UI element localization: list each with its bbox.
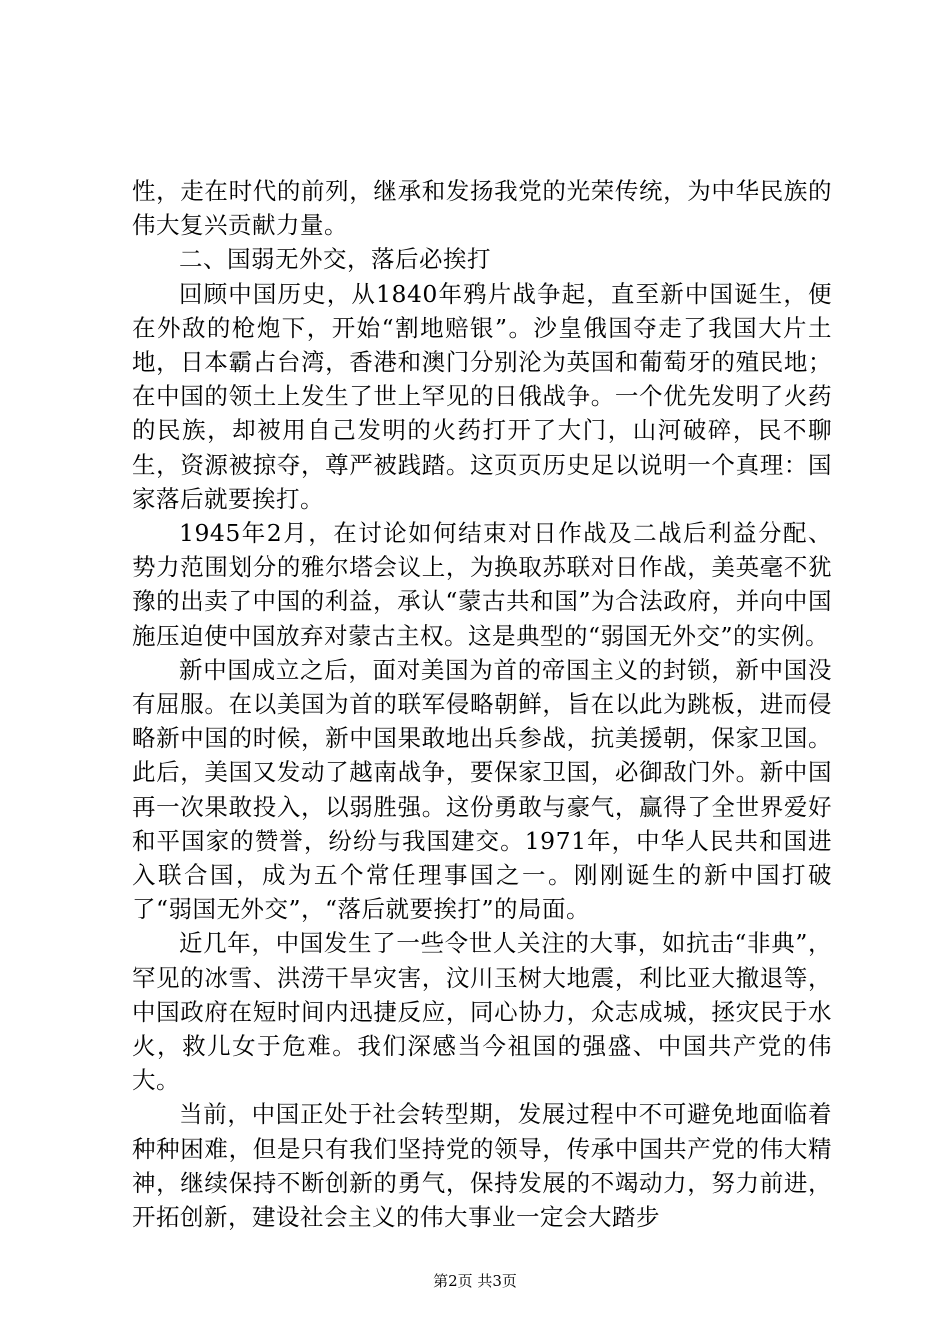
paragraph-continuation: 性，走在时代的前列，继承和发扬我党的光荣传统，为中华民族的伟大复兴贡献力量。 (132, 177, 832, 240)
paragraph: 1945年2月，在讨论如何结束对日作战及二战后利益分配、势力范围划分的雅尔塔会议上，为换取苏联对日作战，美英毫不犹豫的出卖了中国的利益，承认“蒙古共和国”为合法政府，并向中国施压迫使中国放弃对蒙古主权。这是典型的“弱国无外交”的实例。 (132, 519, 832, 650)
section-heading: 二、国弱无外交，落后必挨打 (179, 245, 491, 274)
paragraph: 当前，中国正处于社会转型期，发展过程中不可避免地面临着种种困难，但是只有我们坚持党的领导，传承中国共产党的伟大精神，继续保持不断创新的勇气，保持发展的不竭动力，努力前进，开拓创新，建设社会主义的伟大事业一定会大踏步 (132, 1100, 832, 1232)
document-body (132, 174, 832, 1234)
page-number-footer: 第2页 共3页 (433, 1272, 517, 1290)
paragraph: 近几年，中国发生了一些令世人关注的大事，如抗击“非典”，罕见的冰雪、洪涝干旱灾害，汶川玉树大地震，利比亚大撤退等，中国政府在短时间内迅捷反应，同心协力，众志成城，拯灾民于水火，救儿女于危难。我们深感当今祖国的强盛、中国共产党的伟大。 (132, 929, 832, 1095)
paragraph: 新中国成立之后，面对美国为首的帝国主义的封锁，新中国没有屈服。在以美国为首的联军侵略朝鲜，旨在以此为跳板，进而侵略新中国的时候，新中国果敢地出兵参战，抗美援朝，保家卫国。此后，美国又发动了越南战争，要保家卫国，必御敌门外。新中国再一次果敢投入，以弱胜强。这份勇敢与豪气，赢得了全世界爱好和平国家的赞誉，纷纷与我国建交。1971年，中华人民共和国进入联合国，成为五个常任理事国之一。刚刚诞生的新中国打破了“弱国无外交”，“落后就要挨打”的局面。 (132, 655, 832, 924)
paragraph: 回顾中国历史，从1840年鸦片战争起，直至新中国诞生，便在外敌的枪炮下，开始“割地赔银”。沙皇俄国夺走了我国大片土地，日本霸占台湾，香港和澳门分别沦为英国和葡萄牙的殖民地；在中国的领土上发生了世上罕见的日俄战争。一个优先发明了火药的民族，却被用自己发明的火药打开了大门，山河破碎，民不聊生，资源被掠夺，尊严被践踏。这页页历史足以说明一个真理：国家落后就要挨打。 (132, 279, 832, 513)
